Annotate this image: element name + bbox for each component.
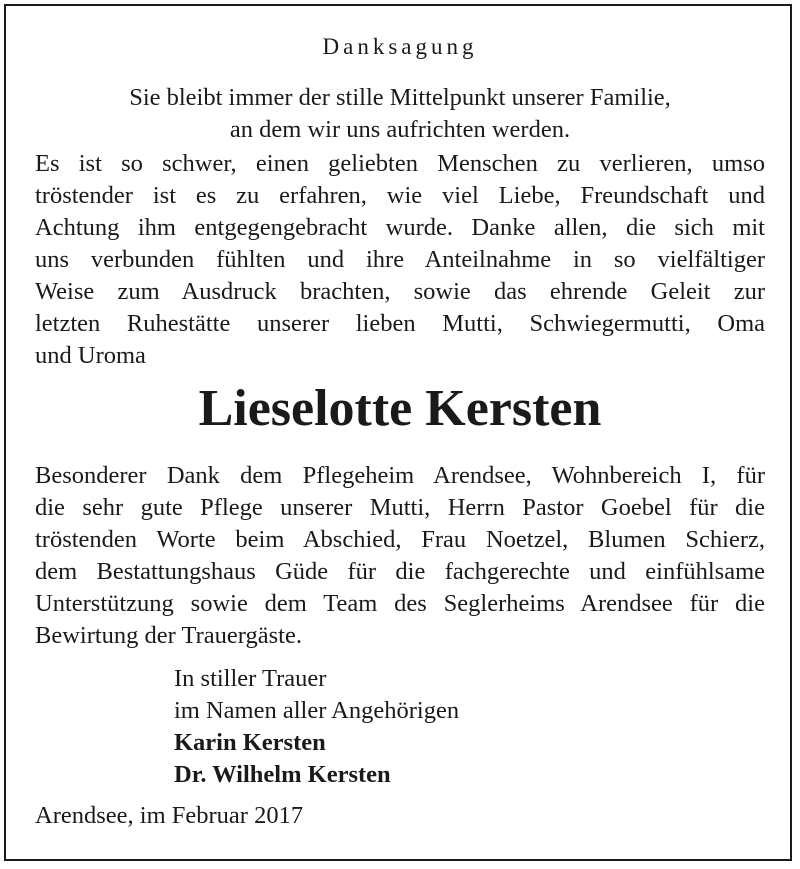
motto <box>0 82 800 146</box>
signer-name: Karin Kersten <box>174 729 326 756</box>
motto-line: an dem wir uns aufrichten werden. <box>229 116 571 143</box>
motto-line: Sie bleibt immer der stille Mittelpunkt unserer Familie, <box>129 84 671 111</box>
paragraph-line: uns verbunden fühlten und ihre Anteilnahme in so vielfältiger <box>35 246 765 273</box>
paragraph-line: Achtung ihm entgegengebracht wurde. Danke allen, die sich mit <box>35 214 765 241</box>
signature-block <box>174 663 459 791</box>
paragraph-line: Unterstützung sowie dem Team des Seglerheims Arendsee für die <box>35 590 765 617</box>
mourning-line: In stiller Trauer <box>174 665 327 692</box>
special-thanks-paragraph <box>35 460 765 652</box>
paragraph-line: letzten Ruhestätte unserer lieben Mutti, Schwiegermutti, Oma <box>35 310 765 337</box>
thanks-paragraph <box>35 148 765 372</box>
notice-title: Danksagung <box>322 34 478 59</box>
paragraph-line: Es ist so schwer, einen geliebten Menschen zu verlieren, umso <box>35 150 765 177</box>
paragraph-line: die sehr gute Pflege unserer Mutti, Herrn Pastor Goebel für die <box>35 494 765 521</box>
paragraph-line: tröstender ist es zu erfahren, wie viel Liebe, Freundschaft und <box>35 182 765 209</box>
place-date: Arendsee, im Februar 2017 <box>35 802 304 829</box>
paragraph-line: Bewirtung der Trauergäste. <box>35 622 302 649</box>
signer-name: Dr. Wilhelm Kersten <box>174 761 391 788</box>
deceased-name: Lieselotte Kersten <box>198 380 602 437</box>
paragraph-line: Weise zum Ausdruck brachten, sowie das ehrende Geleit zur <box>35 278 765 305</box>
relatives-line: im Namen aller Angehörigen <box>174 697 460 724</box>
paragraph-line: tröstenden Worte beim Abschied, Frau Noetzel, Blumen Schierz, <box>35 526 765 553</box>
paragraph-line: Besonderer Dank dem Pflegeheim Arendsee, Wohnbereich I, für <box>35 462 765 489</box>
paragraph-line: und Uroma <box>35 342 146 369</box>
paragraph-line: dem Bestattungshaus Güde für die fachgerechte und einfühlsame <box>35 558 765 585</box>
